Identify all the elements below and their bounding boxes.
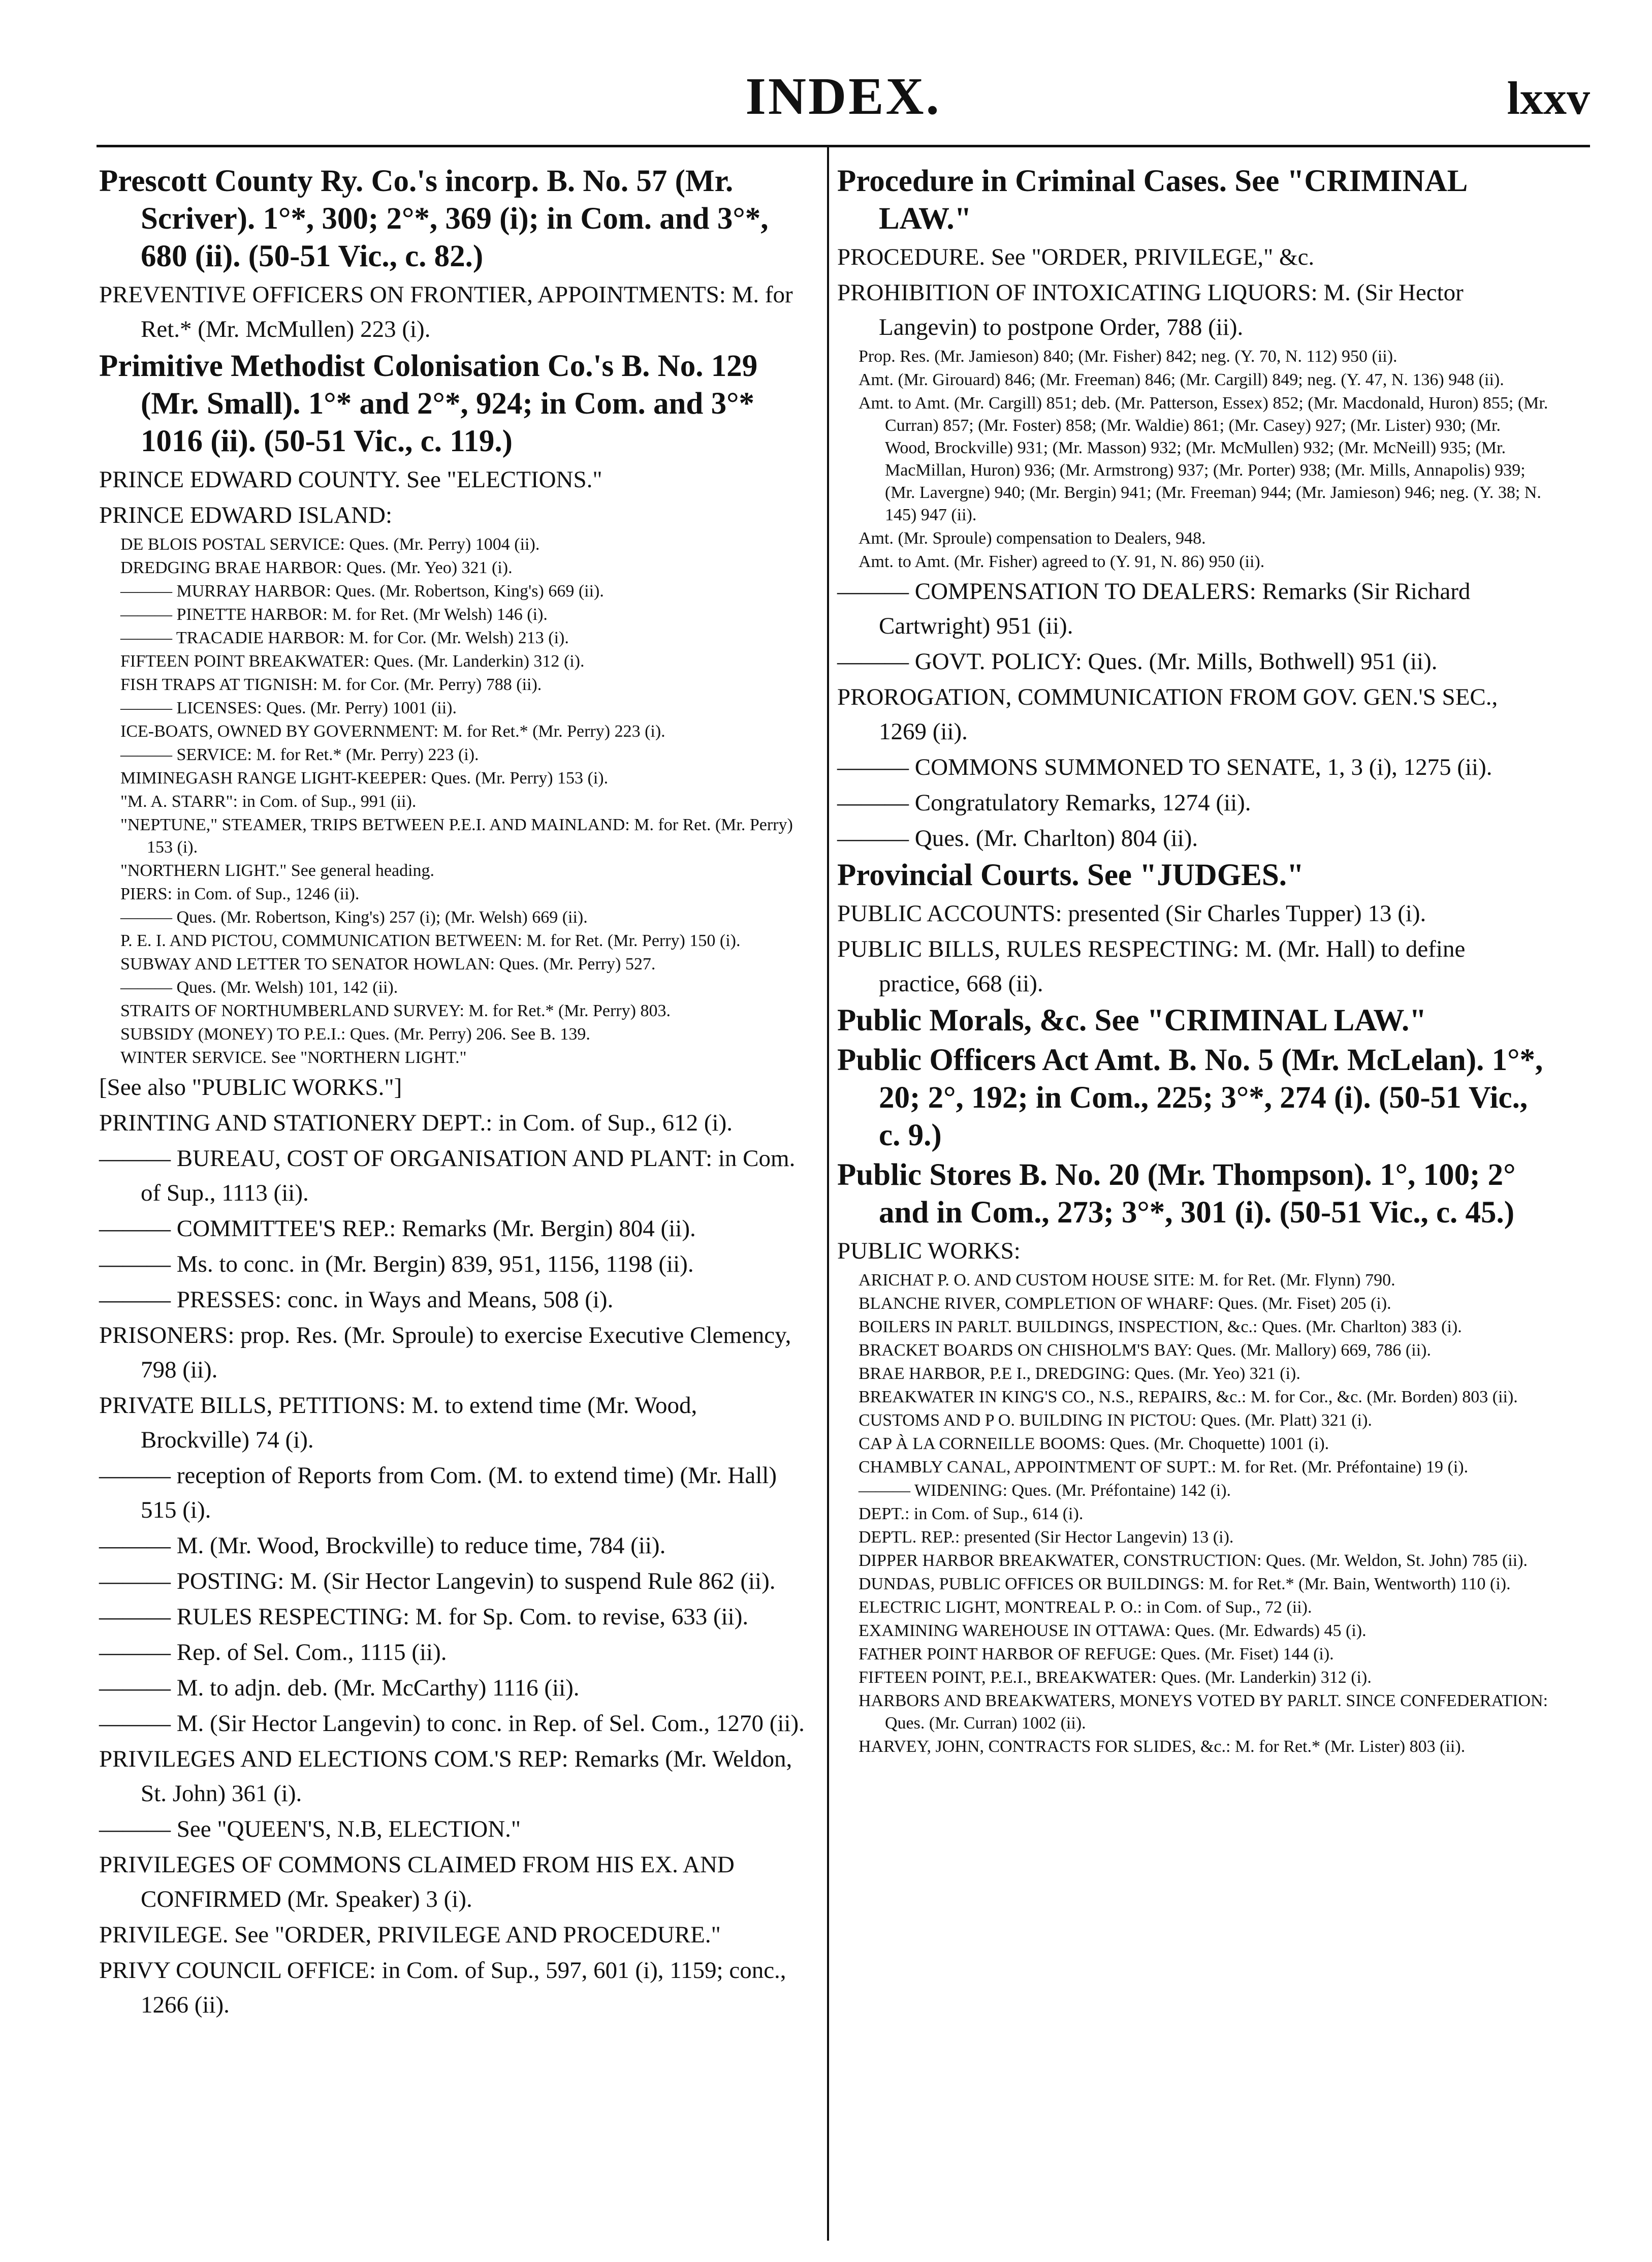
index-entry: ICE-BOATS, OWNED BY GOVERNMENT: M. for Ret.* (Mr. Perry) 223 (i).: [120, 722, 665, 741]
index-entry: P. E. I. AND PICTOU, COMMUNICATION BETWEEN: M. for Ret. (Mr. Perry) 150 (i).: [120, 931, 741, 950]
index-entry: CAP À LA CORNEILLE BOOMS: Ques. (Mr. Choquette) 1001 (i).: [859, 1434, 1329, 1453]
index-entry: ——— See "QUEEN'S, N.B, ELECTION.": [99, 1816, 521, 1842]
index-entry: Procedure in Criminal Cases. See "CRIMINAL LAW.": [837, 164, 1466, 236]
index-entry: ——— M. (Sir Hector Langevin) to conc. in Rep. of Sel. Com., 1270 (ii).: [99, 1710, 805, 1737]
index-entry: ——— COMMITTEE'S REP.: Remarks (Mr. Bergin) 804 (ii).: [99, 1215, 696, 1242]
index-entry: PRISONERS: prop. Res. (Mr. Sproule) to exercise Executive Clemency, 798 (ii).: [99, 1322, 791, 1383]
index-entry: ——— PINETTE HARBOR: M. for Ret. (Mr Welsh) 146 (i).: [120, 605, 548, 624]
index-entry: SUBSIDY (MONEY) TO P.E.I.: Ques. (Mr. Perry) 206. See B. 139.: [120, 1025, 590, 1044]
index-entry: PIERS: in Com. of Sup., 1246 (ii).: [120, 885, 360, 903]
index-entry: Public Morals, &c. See "CRIMINAL LAW.": [837, 1003, 1427, 1038]
index-entry: ARICHAT P. O. AND CUSTOM HOUSE SITE: M. for Ret. (Mr. Flynn) 790.: [859, 1271, 1395, 1290]
left-column: [99, 163, 810, 2023]
index-entry: ——— Rep. of Sel. Com., 1115 (ii).: [99, 1639, 447, 1666]
index-entry: ——— GOVT. POLICY: Ques. (Mr. Mills, Bothwell) 951 (ii).: [837, 648, 1438, 675]
index-entry: "NORTHERN LIGHT." See general heading.: [120, 861, 435, 880]
index-entry: ——— reception of Reports from Com. (M. to extend time) (Mr. Hall) 515 (i).: [99, 1462, 777, 1523]
index-entry: DEPTL. REP.: presented (Sir Hector Langevin) 13 (i).: [859, 1528, 1234, 1547]
page-title: INDEX.: [745, 67, 941, 125]
index-entry: ——— TRACADIE HARBOR: M. for Cor. (Mr. Welsh) 213 (i).: [120, 629, 569, 647]
index-entry: Prescott County Ry. Co.'s incorp. B. No. 57 (Mr. Scriver). 1°*, 300; 2°*, 369 (i); in Com. and 3°*, 680 (ii). (50-51 Vic., c. 82.): [99, 164, 769, 273]
index-entry: PUBLIC WORKS:: [837, 1238, 1021, 1264]
index-entry: ——— Ques. (Mr. Robertson, King's) 257 (i); (Mr. Welsh) 669 (ii).: [120, 908, 588, 927]
index-entry: PRINCE EDWARD ISLAND:: [99, 502, 393, 528]
index-entry: PROROGATION, COMMUNICATION FROM GOV. GEN.'S SEC., 1269 (ii).: [837, 684, 1498, 745]
index-entry: ——— POSTING: M. (Sir Hector Langevin) to suspend Rule 862 (ii).: [99, 1568, 776, 1594]
index-entry: Public Officers Act Amt. B. No. 5 (Mr. McLelan). 1°*, 20; 2°, 192; in Com., 225; 3°*, 274 (i). (50-51 Vic., c. 9.): [837, 1043, 1543, 1152]
index-entry: ——— Ms. to conc. in (Mr. Bergin) 839, 951, 1156, 1198 (ii).: [99, 1251, 694, 1277]
index-entry: CHAMBLY CANAL, APPOINTMENT OF SUPT.: M. for Ret. (Mr. Préfontaine) 19 (i).: [859, 1458, 1469, 1476]
index-entry: ——— M. (Mr. Wood, Brockville) to reduce time, 784 (ii).: [99, 1532, 666, 1559]
index-entry: DREDGING BRAE HARBOR: Ques. (Mr. Yeo) 321 (i).: [120, 558, 513, 577]
index-entry: HARVEY, JOHN, CONTRACTS FOR SLIDES, &c.: M. for Ret.* (Mr. Lister) 803 (ii).: [859, 1737, 1466, 1756]
index-entry: "M. A. STARR": in Com. of Sup., 991 (ii).: [120, 792, 417, 811]
index-entry: ——— COMPENSATION TO DEALERS: Remarks (Sir Richard Cartwright) 951 (ii).: [837, 578, 1471, 639]
index-entry: PRINCE EDWARD COUNTY. See "ELECTIONS.": [99, 466, 602, 493]
index-entry: PROCEDURE. See "ORDER, PRIVILEGE," &c.: [837, 244, 1315, 270]
column-divider: [827, 147, 829, 2241]
index-entry: ——— Ques. (Mr. Charlton) 804 (ii).: [837, 825, 1198, 852]
index-entry: WINTER SERVICE. See "NORTHERN LIGHT.": [120, 1048, 467, 1067]
index-entry: Amt. (Mr. Sproule) compensation to Dealers, 948.: [859, 529, 1206, 548]
index-entry: ——— LICENSES: Ques. (Mr. Perry) 1001 (ii).: [120, 699, 457, 717]
index-entry: Amt. to Amt. (Mr. Cargill) 851; deb. (Mr. Patterson, Essex) 852; (Mr. Macdonald, Huron) 855; (Mr. Curran) 857; (Mr. Foster) 858; (Mr. Waldie) 861; (Mr. Casey) 927; (Mr. Lister) 930; (Mr. Wood, Brockville) 931; (Mr. Masson) 932; (Mr. McMullen) 932; (Mr. McNeill) 935; (Mr. MacMillan, Huron) 936; (Mr. Armstrong) 937; (Mr. Porter) 938; (Mr. Mills, Annapolis) 939; (Mr. Lavergne) 940; (Mr. Bergin) 941; (Mr. Freeman) 944; (Mr. Jamieson) 946; neg. (Y. 38; N. 145) 947 (ii).: [859, 394, 1548, 524]
index-entry: ELECTRIC LIGHT, MONTREAL P. O.: in Com. of Sup., 72 (ii).: [859, 1598, 1312, 1617]
index-entry: FATHER POINT HARBOR OF REFUGE: Ques. (Mr. Fiset) 144 (i).: [859, 1645, 1334, 1663]
index-entry: ——— SERVICE: M. for Ret.* (Mr. Perry) 223 (i).: [120, 745, 479, 764]
index-entry: ——— Ques. (Mr. Welsh) 101, 142 (ii).: [120, 978, 398, 997]
index-entry: BRAE HARBOR, P.E I., DREDGING: Ques. (Mr. Yeo) 321 (i).: [859, 1364, 1300, 1383]
index-entry: ——— COMMONS SUMMONED TO SENATE, 1, 3 (i), 1275 (ii).: [837, 754, 1492, 780]
index-entry: PRIVILEGES AND ELECTIONS COM.'S REP: Remarks (Mr. Weldon, St. John) 361 (i).: [99, 1746, 792, 1807]
index-entry: EXAMINING WAREHOUSE IN OTTAWA: Ques. (Mr. Edwards) 45 (i).: [859, 1621, 1367, 1640]
index-entry: PRIVILEGES OF COMMONS CLAIMED FROM HIS EX. AND CONFIRMED (Mr. Speaker) 3 (i).: [99, 1851, 735, 1912]
index-entry: ——— Congratulatory Remarks, 1274 (ii).: [837, 790, 1251, 816]
header-rule: [97, 145, 1590, 147]
index-entry: STRAITS OF NORTHUMBERLAND SURVEY: M. for Ret.* (Mr. Perry) 803.: [120, 1001, 671, 1020]
index-entry: MIMINEGASH RANGE LIGHT-KEEPER: Ques. (Mr. Perry) 153 (i).: [120, 769, 609, 788]
index-entry: Public Stores B. No. 20 (Mr. Thompson). 1°, 100; 2° and in Com., 273; 3°*, 301 (i). (50-51 Vic., c. 45.): [837, 1158, 1516, 1230]
index-entry: PRINTING AND STATIONERY DEPT.: in Com. of Sup., 612 (i).: [99, 1110, 733, 1136]
index-entry: BREAKWATER IN KING'S CO., N.S., REPAIRS, &c.: M. for Cor., &c. (Mr. Borden) 803 (ii).: [859, 1388, 1518, 1406]
index-entry: FIFTEEN POINT BREAKWATER: Ques. (Mr. Landerkin) 312 (i).: [120, 652, 585, 671]
index-entry: DEPT.: in Com. of Sup., 614 (i).: [859, 1504, 1084, 1523]
index-entry: [See also "PUBLIC WORKS."]: [99, 1074, 402, 1101]
index-entry: Primitive Methodist Colonisation Co.'s B. No. 129 (Mr. Small). 1°* and 2°*, 924; in Com. and 3°* 1016 (ii). (50-51 Vic., c. 119.): [99, 349, 758, 458]
index-entry: ——— MURRAY HARBOR: Ques. (Mr. Robertson, King's) 669 (ii).: [120, 582, 604, 601]
index-entry: Amt. to Amt. (Mr. Fisher) agreed to (Y. 91, N. 86) 950 (ii).: [859, 552, 1265, 571]
index-entry: DUNDAS, PUBLIC OFFICES OR BUILDINGS: M. for Ret.* (Mr. Bain, Wentworth) 110 (i).: [859, 1575, 1511, 1593]
index-entry: BRACKET BOARDS ON CHISHOLM'S BAY: Ques. (Mr. Mallory) 669, 786 (ii).: [859, 1341, 1431, 1360]
index-entry: BLANCHE RIVER, COMPLETION OF WHARF: Ques. (Mr. Fiset) 205 (i).: [859, 1294, 1391, 1313]
index-entry: ——— BUREAU, COST OF ORGANISATION AND PLANT: in Com. of Sup., 1113 (ii).: [99, 1145, 796, 1206]
index-entry: FISH TRAPS AT TIGNISH: M. for Cor. (Mr. Perry) 788 (ii).: [120, 675, 542, 694]
index-entry: PRIVILEGE. See "ORDER, PRIVILEGE AND PROCEDURE.": [99, 1922, 721, 1948]
index-entry: ——— M. to adjn. deb. (Mr. McCarthy) 1116 (ii).: [99, 1675, 580, 1701]
page-number: lxxv: [1507, 72, 1590, 124]
index-entry: SUBWAY AND LETTER TO SENATOR HOWLAN: Ques. (Mr. Perry) 527.: [120, 955, 656, 973]
index-entry: PRIVATE BILLS, PETITIONS: M. to extend time (Mr. Wood, Brockville) 74 (i).: [99, 1392, 697, 1453]
index-entry: Provincial Courts. See "JUDGES.": [837, 858, 1304, 892]
index-entry: ——— PRESSES: conc. in Ways and Means, 508 (i).: [99, 1286, 614, 1313]
index-entry: CUSTOMS AND P O. BUILDING IN PICTOU: Ques. (Mr. Platt) 321 (i).: [859, 1411, 1372, 1430]
index-entry: DE BLOIS POSTAL SERVICE: Ques. (Mr. Perry) 1004 (ii).: [120, 535, 540, 554]
index-entry: BOILERS IN PARLT. BUILDINGS, INSPECTION, &c.: Ques. (Mr. Charlton) 383 (i).: [859, 1317, 1462, 1336]
index-entry: ——— WIDENING: Ques. (Mr. Préfontaine) 142 (i).: [859, 1481, 1231, 1500]
index-entry: PRIVY COUNCIL OFFICE: in Com. of Sup., 597, 601 (i), 1159; conc., 1266 (ii).: [99, 1957, 786, 2018]
index-entry: ——— RULES RESPECTING: M. for Sp. Com. to revise, 633 (ii).: [99, 1604, 749, 1630]
index-entry: PUBLIC ACCOUNTS: presented (Sir Charles Tupper) 13 (i).: [837, 900, 1426, 927]
page-header: [97, 66, 1590, 137]
index-entry: Prop. Res. (Mr. Jamieson) 840; (Mr. Fisher) 842; neg. (Y. 70, N. 112) 950 (ii).: [859, 347, 1397, 366]
right-column: [837, 163, 1548, 1759]
index-entry: "NEPTUNE," STEAMER, TRIPS BETWEEN P.E.I. AND MAINLAND: M. for Ret. (Mr. Perry) 153 (i).: [120, 815, 793, 857]
index-entry: PREVENTIVE OFFICERS ON FRONTIER, APPOINTMENTS: M. for Ret.* (Mr. McMullen) 223 (i).: [99, 281, 793, 342]
index-entry: FIFTEEN POINT, P.E.I., BREAKWATER: Ques. (Mr. Landerkin) 312 (i).: [859, 1668, 1372, 1687]
index-entry: Amt. (Mr. Girouard) 846; (Mr. Freeman) 846; (Mr. Cargill) 849; neg. (Y. 47, N. 136) 948 (ii).: [859, 370, 1504, 389]
index-entry: PUBLIC BILLS, RULES RESPECTING: M. (Mr. Hall) to define practice, 668 (ii).: [837, 936, 1466, 997]
index-entry: PROHIBITION OF INTOXICATING LIQUORS: M. (Sir Hector Langevin) to postpone Order, 788 (ii).: [837, 279, 1464, 340]
index-entry: HARBORS AND BREAKWATERS, MONEYS VOTED BY PARLT. SINCE CONFEDERATION: Ques. (Mr. Curran) 1002 (ii).: [859, 1691, 1548, 1733]
index-entry: DIPPER HARBOR BREAKWATER, CONSTRUCTION: Ques. (Mr. Weldon, St. John) 785 (ii).: [859, 1551, 1528, 1570]
